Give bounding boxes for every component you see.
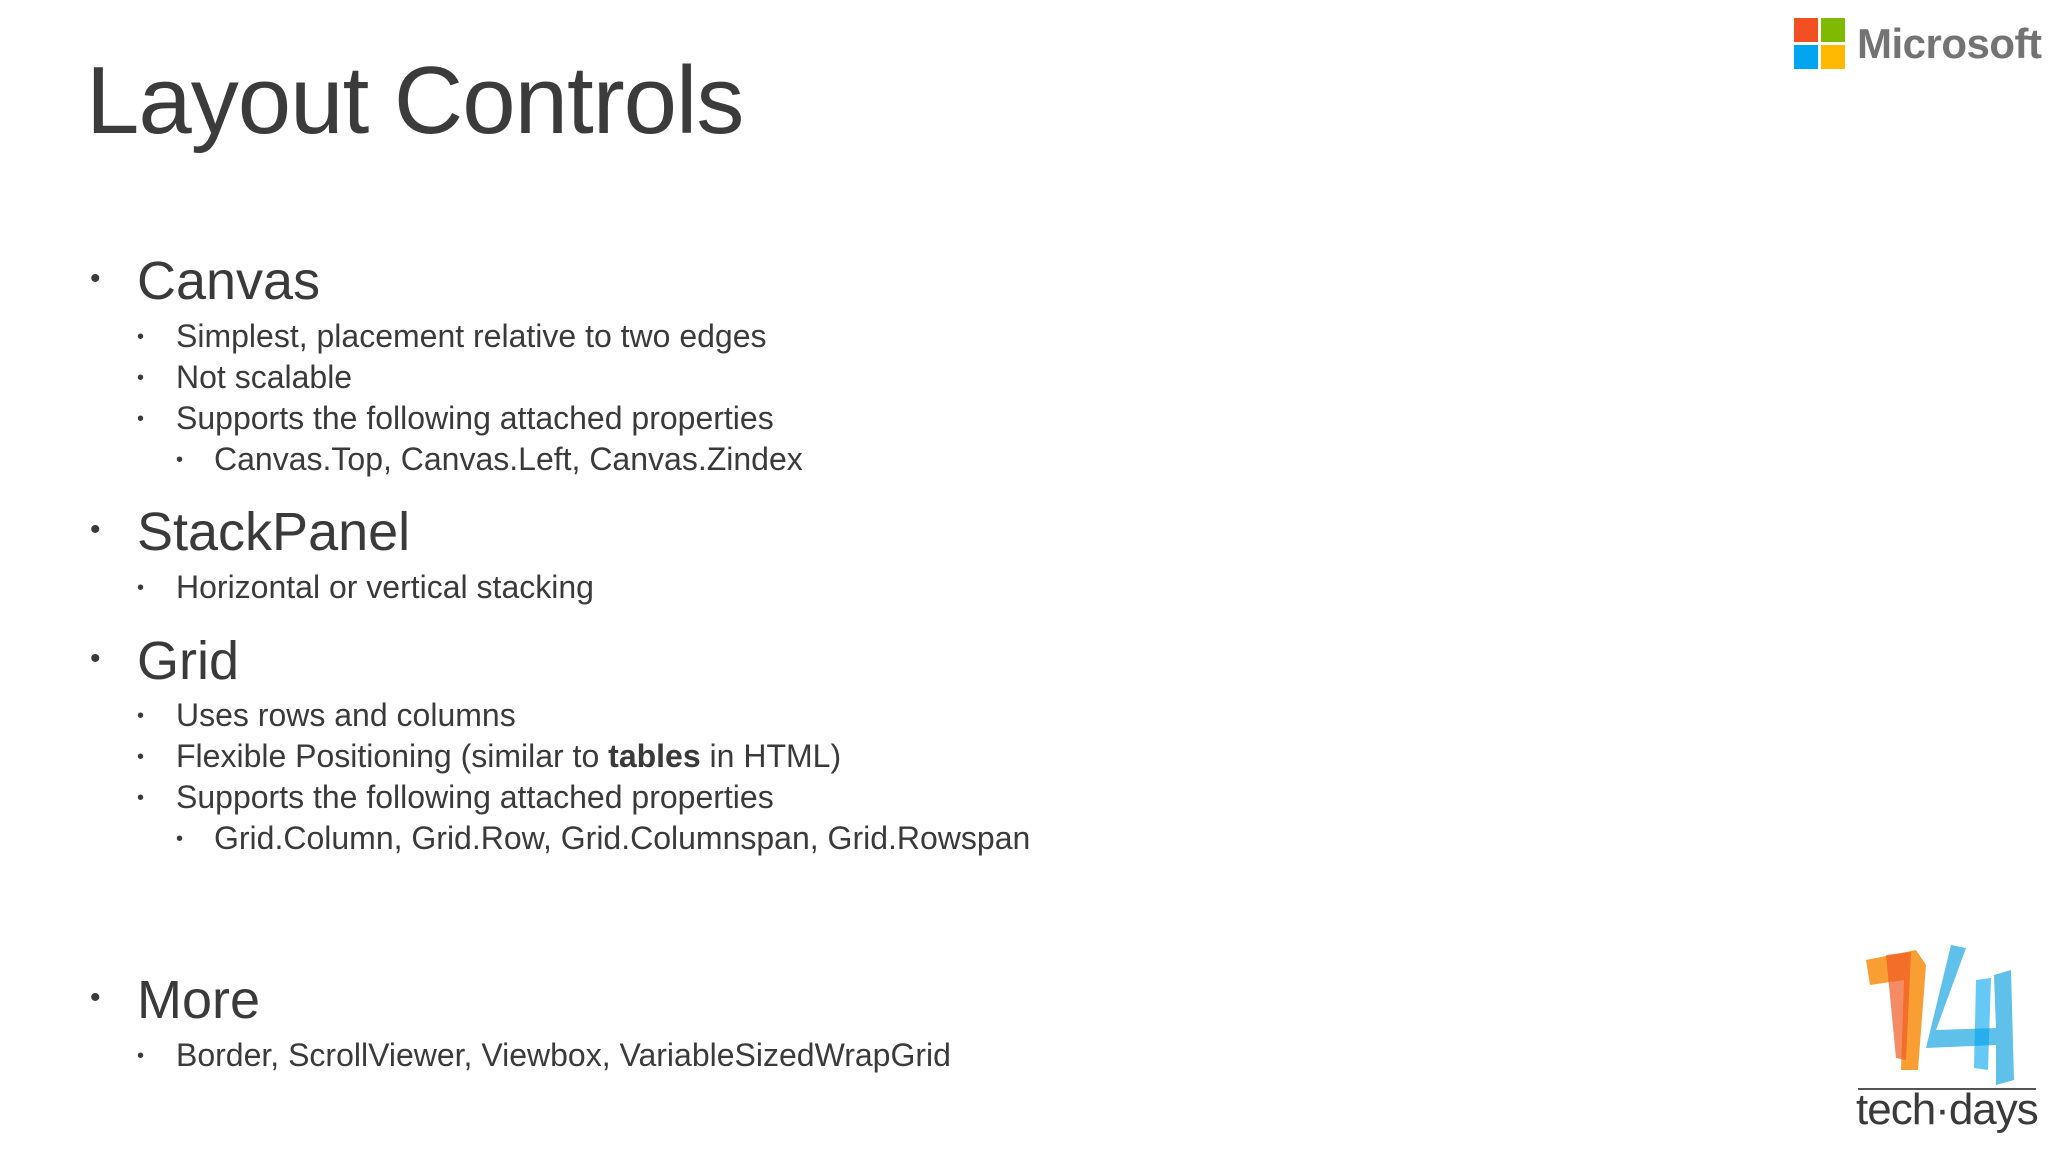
slide-title: Layout Controls: [86, 47, 744, 154]
section-heading-canvas: Canvas: [137, 251, 321, 311]
microsoft-wordmark: Microsoft: [1857, 19, 2042, 67]
grid-subitem-1: Grid.Column, Grid.Row, Grid.Columnspan, Grid.Rowspan: [214, 820, 1031, 856]
stackpanel-item-1: Horizontal or vertical stacking: [176, 569, 594, 605]
techdays-wordmark: tech·days: [1856, 1085, 2038, 1134]
section-heading-more: More: [137, 970, 261, 1030]
bullet-icon: •: [137, 367, 145, 389]
bullet-icon: •: [90, 981, 101, 1014]
bullet-icon: •: [137, 746, 145, 768]
bullet-icon: •: [176, 449, 184, 471]
bullet-icon: •: [90, 262, 101, 295]
microsoft-logo: [1794, 18, 2042, 69]
bullet-icon: •: [90, 642, 101, 675]
bullet-icon: •: [176, 828, 184, 850]
bullet-icon: •: [137, 577, 145, 599]
bullet-icon: •: [137, 787, 145, 809]
microsoft-squares-icon: [1794, 18, 1845, 69]
section-heading-stackpanel: StackPanel: [137, 502, 411, 562]
grid-item-2: Flexible Positioning (similar to tables in HTML): [176, 738, 842, 774]
section-heading-grid: Grid: [137, 631, 240, 691]
grid-item-3: Supports the following attached properties: [176, 779, 774, 815]
canvas-item-3: Supports the following attached properties: [176, 400, 774, 436]
grid-item-1: Uses rows and columns: [176, 697, 516, 733]
canvas-item-1: Simplest, placement relative to two edges: [176, 318, 767, 354]
bullet-icon: •: [137, 408, 145, 430]
bullet-icon: •: [137, 1045, 145, 1067]
bullet-icon: •: [137, 326, 145, 348]
more-item-1: Border, ScrollViewer, Viewbox, VariableSizedWrapGrid: [176, 1037, 951, 1073]
canvas-subitem-1: Canvas.Top, Canvas.Left, Canvas.Zindex: [214, 441, 803, 477]
bullet-icon: •: [90, 513, 101, 546]
canvas-item-2: Not scalable: [176, 359, 353, 395]
bullet-icon: •: [137, 705, 145, 727]
